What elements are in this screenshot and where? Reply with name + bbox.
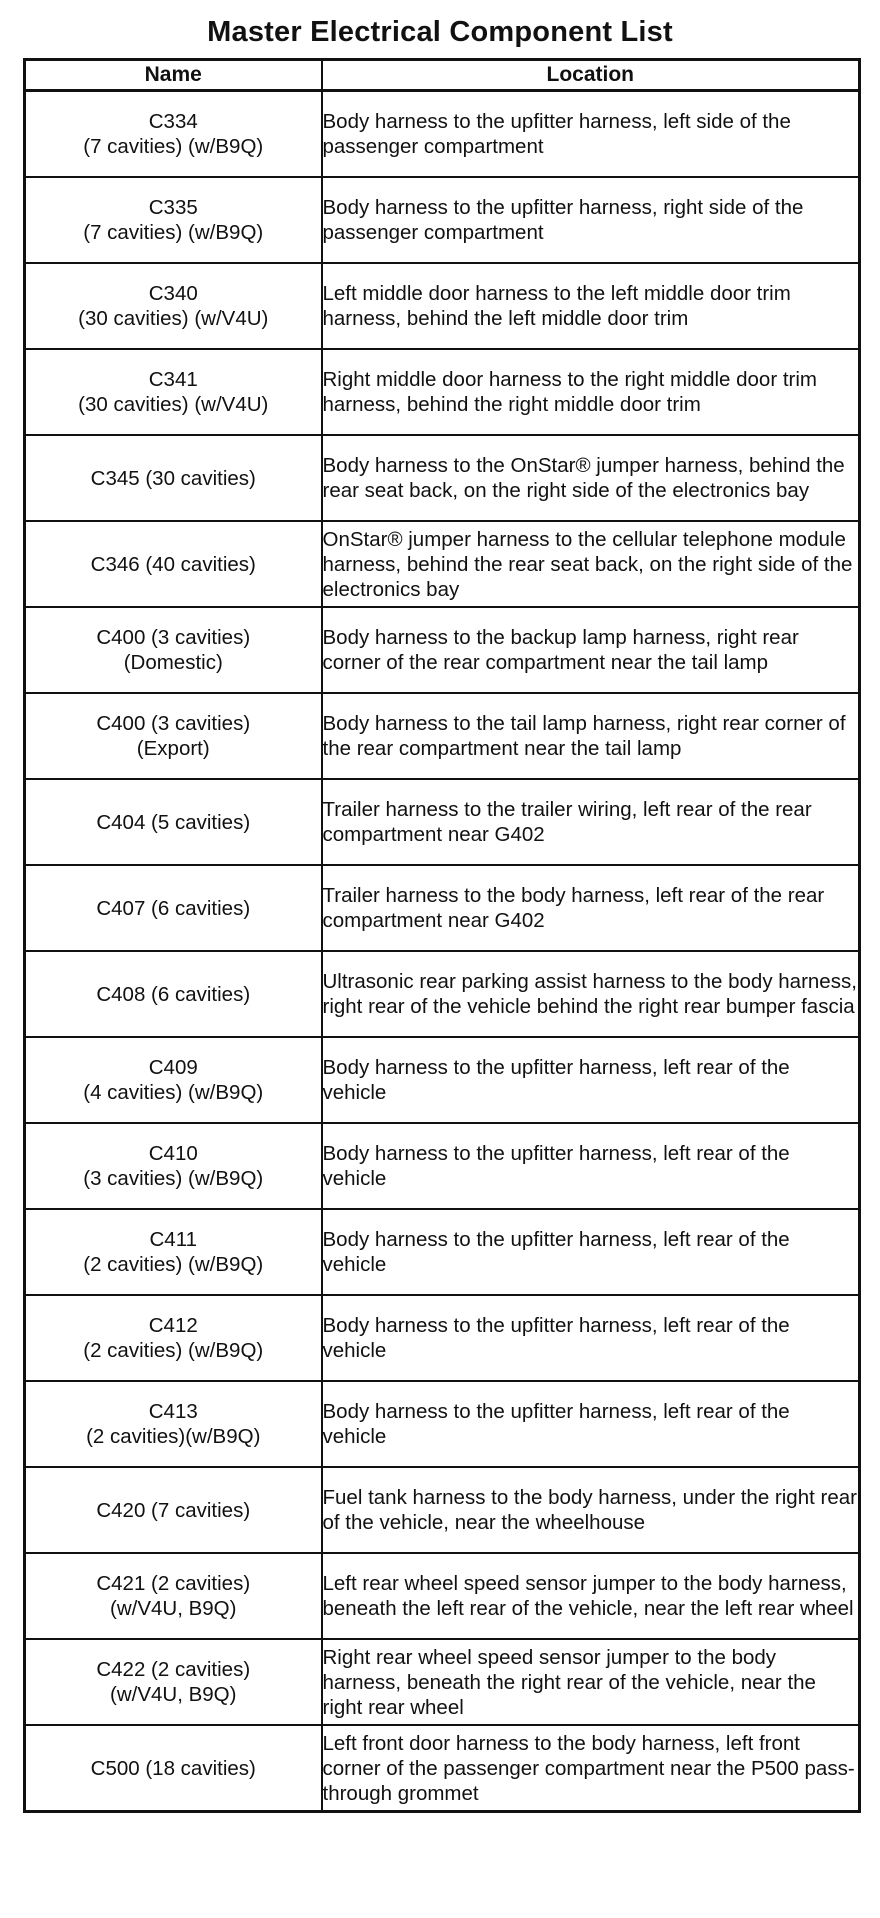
component-location: OnStar® jumper harness to the cellular telephone module harness, behind the rear seat back, on the right side of the electronics bay bbox=[322, 521, 860, 607]
component-location: Right rear wheel speed sensor jumper to the body harness, beneath the right rear of the vehicle, near the right rear wheel bbox=[322, 1639, 860, 1725]
component-name-cell bbox=[25, 177, 322, 263]
component-location: Ultrasonic rear parking assist harness to the body harness, right rear of the vehicle behind the right rear bumper fascia bbox=[322, 951, 860, 1037]
component-name: C420 (7 cavities) bbox=[96, 1498, 251, 1522]
component-name-cell bbox=[25, 1467, 322, 1553]
component-name-cell bbox=[25, 1725, 322, 1812]
table-row bbox=[25, 1467, 860, 1553]
component-name-cell bbox=[25, 521, 322, 607]
page-title: Master Electrical Component List bbox=[207, 16, 673, 48]
component-name: C408 (6 cavities) bbox=[96, 982, 251, 1006]
component-name-cell bbox=[25, 1209, 322, 1295]
component-name-detail: (7 cavities) (w/B9Q) bbox=[83, 135, 264, 158]
component-name-cell bbox=[25, 693, 322, 779]
component-name: C400 (3 cavities) bbox=[96, 712, 251, 735]
component-name-detail: (30 cavities) (w/V4U) bbox=[78, 393, 269, 416]
table-row bbox=[25, 1381, 860, 1467]
table-row bbox=[25, 1037, 860, 1123]
component-name-cell bbox=[25, 1553, 322, 1639]
component-location: Body harness to the tail lamp harness, right rear corner of the rear compartment near the tail lamp bbox=[322, 693, 860, 779]
table-row bbox=[25, 1209, 860, 1295]
component-location: Body harness to the upfitter harness, right side of the passenger compartment bbox=[322, 177, 860, 263]
table-row bbox=[25, 91, 860, 178]
component-location: Right middle door harness to the right middle door trim harness, behind the right middle door trim bbox=[322, 349, 860, 435]
component-name-detail: (Export) bbox=[136, 737, 210, 760]
component-name-detail: (2 cavities)(w/B9Q) bbox=[86, 1425, 261, 1448]
component-name-cell bbox=[25, 779, 322, 865]
component-name-cell bbox=[25, 1295, 322, 1381]
table-row bbox=[25, 1123, 860, 1209]
component-location: Trailer harness to the body harness, left rear of the rear compartment near G402 bbox=[322, 865, 860, 951]
table-row bbox=[25, 865, 860, 951]
table-row bbox=[25, 1295, 860, 1381]
table-row bbox=[25, 607, 860, 693]
table-row bbox=[25, 177, 860, 263]
component-name: C341 bbox=[148, 368, 198, 391]
table-row bbox=[25, 1553, 860, 1639]
table-row bbox=[25, 521, 860, 607]
component-name: C413 bbox=[148, 1400, 198, 1423]
component-name: C340 bbox=[148, 282, 198, 305]
table-row bbox=[25, 1639, 860, 1725]
component-name: C345 (30 cavities) bbox=[90, 466, 256, 490]
table-row bbox=[25, 435, 860, 521]
component-name-cell bbox=[25, 1123, 322, 1209]
component-name: C335 bbox=[148, 196, 198, 219]
component-name-detail: (2 cavities) (w/B9Q) bbox=[83, 1339, 264, 1362]
component-name: C334 bbox=[148, 110, 198, 133]
component-location: Body harness to the upfitter harness, left side of the passenger compartment bbox=[322, 91, 860, 178]
component-location: Body harness to the upfitter harness, left rear of the vehicle bbox=[322, 1295, 860, 1381]
component-location: Body harness to the upfitter harness, left rear of the vehicle bbox=[322, 1209, 860, 1295]
table-row bbox=[25, 263, 860, 349]
component-name: C409 bbox=[148, 1056, 198, 1079]
component-name-cell bbox=[25, 1037, 322, 1123]
component-location: Body harness to the upfitter harness, left rear of the vehicle bbox=[322, 1037, 860, 1123]
component-location: Body harness to the OnStar® jumper harness, behind the rear seat back, on the right side of the electronics bay bbox=[322, 435, 860, 521]
component-name: C410 bbox=[148, 1142, 198, 1165]
component-location: Trailer harness to the trailer wiring, left rear of the rear compartment near G402 bbox=[322, 779, 860, 865]
component-name-detail: (Domestic) bbox=[123, 651, 223, 674]
component-name-cell bbox=[25, 1381, 322, 1467]
component-location: Body harness to the backup lamp harness, right rear corner of the rear compartment near the tail lamp bbox=[322, 607, 860, 693]
component-name: C422 (2 cavities) bbox=[96, 1658, 251, 1681]
component-name: C421 (2 cavities) bbox=[96, 1572, 251, 1595]
component-name: C407 (6 cavities) bbox=[96, 896, 251, 920]
component-name-detail: (w/V4U, B9Q) bbox=[110, 1683, 237, 1706]
table-row bbox=[25, 693, 860, 779]
component-name-cell bbox=[25, 865, 322, 951]
table-body bbox=[25, 91, 860, 1812]
table-row bbox=[25, 349, 860, 435]
component-location: Left front door harness to the body harness, left front corner of the passenger compartment near the P500 pass-through grommet bbox=[322, 1725, 860, 1812]
component-name-detail: (7 cavities) (w/B9Q) bbox=[83, 221, 264, 244]
component-name-detail: (2 cavities) (w/B9Q) bbox=[83, 1253, 264, 1276]
column-header-name: Name bbox=[25, 60, 322, 91]
component-name-detail: (30 cavities) (w/V4U) bbox=[78, 307, 269, 330]
component-name-cell bbox=[25, 951, 322, 1037]
component-name-detail: (3 cavities) (w/B9Q) bbox=[83, 1167, 264, 1190]
component-name: C346 (40 cavities) bbox=[90, 552, 256, 576]
component-name-detail: (w/V4U, B9Q) bbox=[110, 1597, 237, 1620]
table-row bbox=[25, 951, 860, 1037]
column-header-location: Location bbox=[322, 60, 860, 91]
component-name-cell bbox=[25, 91, 322, 178]
component-name-cell bbox=[25, 263, 322, 349]
component-name-detail: (4 cavities) (w/B9Q) bbox=[83, 1081, 264, 1104]
component-location: Body harness to the upfitter harness, left rear of the vehicle bbox=[322, 1123, 860, 1209]
table-row bbox=[25, 1725, 860, 1812]
table-header-row bbox=[25, 60, 860, 91]
component-location: Fuel tank harness to the body harness, under the right rear of the vehicle, near the wheelhouse bbox=[322, 1467, 860, 1553]
component-name: C500 (18 cavities) bbox=[90, 1756, 256, 1780]
component-name-cell bbox=[25, 607, 322, 693]
component-name-cell bbox=[25, 435, 322, 521]
component-table bbox=[23, 58, 861, 1813]
component-name-cell bbox=[25, 349, 322, 435]
component-name: C404 (5 cavities) bbox=[96, 810, 251, 834]
component-name-cell bbox=[25, 1639, 322, 1725]
component-location: Left rear wheel speed sensor jumper to the body harness, beneath the left rear of the vehicle, near the left rear wheel bbox=[322, 1553, 860, 1639]
component-name: C411 bbox=[149, 1228, 197, 1251]
table-row bbox=[25, 779, 860, 865]
component-location: Body harness to the upfitter harness, left rear of the vehicle bbox=[322, 1381, 860, 1467]
component-name: C412 bbox=[148, 1314, 198, 1337]
component-name: C400 (3 cavities) bbox=[96, 626, 251, 649]
component-location: Left middle door harness to the left middle door trim harness, behind the left middle door trim bbox=[322, 263, 860, 349]
